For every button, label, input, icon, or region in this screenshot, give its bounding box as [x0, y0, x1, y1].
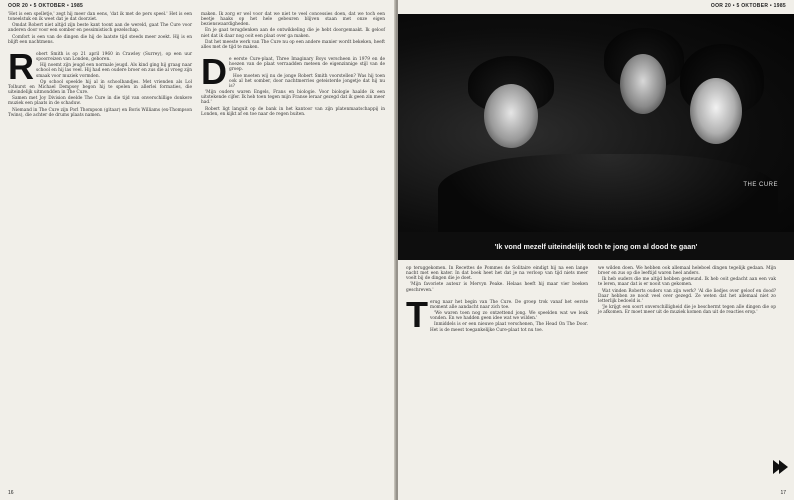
- paragraph: En je gaat terugdenken aan de ontwikkeling die je hebt doorgemaakt. Ik geloof niet dat ik daar nog ooit een plaat over ga maken.: [201, 28, 385, 39]
- left-page: [0, 0, 396, 500]
- photo-band-label: THE CURE: [743, 182, 778, 188]
- paragraph: Robert ligt languit op de bank in het kantoor van zijn platenmaatschappij in Londen, en kijkt af en toe naar de regen buiten.: [201, 106, 385, 117]
- paragraph: Inmiddels is er een nieuwe plaat verschenen, The Head On The Door. Het is de meest toegankelijke Cure-plaat tot nu toe.: [430, 322, 588, 333]
- continue-arrow-icon: [779, 460, 788, 474]
- paragraph: we wilden doen. We hebben ook allemaal heleboel dingen tegelijk gedaan. Mijn broer en zus op die leeftijd waren heel anders.: [598, 266, 776, 277]
- right-page: [398, 0, 794, 500]
- paragraph: Niemand in The Cure zijn Porl Thompson (gitaar) en Boris Williams (ex-Thompson Twins), die achter de drums plaats namen.: [8, 107, 192, 118]
- left-column-2: [201, 12, 385, 118]
- lead-paragraph: De eerste Cure-plaat, Three Imaginary Boys verscheen in 1979 en de hoezen van de plaat verraadden meteen de eigenzinnige stijl van de groep.: [201, 51, 385, 93]
- photo-shadow: [438, 154, 778, 232]
- paragraph: Dat het meeste werk van The Cure nu op een andere manier wordt bekeken, heeft alles met de tijd te maken.: [201, 39, 385, 50]
- paragraph: Ik heb ouders die me altijd hebben gesteund. Ik heb ooit gedacht aan een vak te leren, maar dat is er nooit van gekomen.: [598, 277, 776, 288]
- paragraph: 'Mijn ouders waren Engels, Frans en biologie. Voor biologie haalde ik een uitstekende cijfer. Ik heb toen tegen mijn Franse leraar gezegd dat ik geen zin meer had.': [201, 90, 385, 106]
- photo-face: [690, 78, 742, 144]
- band-photo: [398, 14, 794, 232]
- paragraph: Wat vinden Roberts ouders van zijn werk? 'Al die liedjes over geloof en dood? Daar hebben ze nooit veel over gezegd. Ze weten dat het allemaal niet zo letterlijk bedoeld is.': [598, 288, 776, 304]
- paragraph: maken. Ik zorg er wel voor dat we niet te veel concessies doen, dat we toch een beetje haaks op het hele gebeuren blijven staan met onze eigen bezienswaardigheden.: [201, 12, 385, 28]
- paragraph: 'Mijn favoriete auteur is Mervyn Peake. Helaas heeft hij maar vier boeken geschreven.': [406, 282, 588, 293]
- photo-face: [620, 54, 666, 114]
- running-head-left: OOR 20 • 5 OKTOBER • 1985: [8, 3, 84, 9]
- paragraph: op teruggekomen. In Recettes de Pommes de Solitaire eindigt hij na een lange nacht met een kater. In dat boek heet het dat je na verloop van tijd niets meer voelt bij de dingen die je doet.: [406, 266, 588, 282]
- paragraph: Hoe moeten wij nu de jonge Robert Smith voorstellen? Was hij toen ook al het somber, door nachtmerries geteisterde jongetje dat hij nu is?: [229, 73, 385, 89]
- paragraph: Omdat Robert niet altijd zijn beste kant toont aan de wereld, gaat The Cure voor anderen door voor een somber en pessimistisch gezelschap.: [8, 23, 192, 34]
- drop-cap: D: [201, 51, 227, 93]
- paragraph: Op school speelde hij al in schoolbandjes. Met vrienden als Lol Tolhurst en Michael Dempsey begon hij te spelen in allerlei formaties, die uiteindelijk uitmondden in The Cure.: [8, 79, 192, 96]
- page-number-left: 16: [8, 490, 14, 496]
- lead-paragraph: Robert Smith is op 21 april 1960 in Crawley (Surrey), op een uur spoorreizen van Londen, geboren.: [8, 45, 192, 87]
- right-column-2: [598, 266, 776, 316]
- running-head-right: OOR 20 • 5 OKTOBER • 1985: [710, 3, 786, 9]
- paragraph: Comfort is een van de dingen die hij de laatste tijd steeds meer zoekt. Hij is en blijft een nachtmens.: [8, 34, 192, 45]
- right-column-1: [406, 266, 588, 334]
- left-column-1: [8, 12, 192, 119]
- paragraph: Hij noemt zijn jeugd een normale jeugd. Als kind ging hij graag naar school en hij las veel. Hij had een oudere broer en zus die al vroeg zijn smaak voor muziek vormden.: [36, 63, 192, 79]
- paragraph: 'We waren toen nog zo ontzettend jong. We speelden wat we leuk vonden. En we hadden geen idee wat we wilden.': [430, 311, 588, 322]
- paragraph: Samen met Joy Division deelde The Cure in die tijd van onverschillige donkere muziek een plaats in de schaduw.: [8, 96, 192, 107]
- drop-cap: T: [406, 293, 428, 335]
- paragraph: 'Je krijgt een soort onverschilligheid die je beschermt tegen alle dingen die op je afkomen. Er moet meer uit de muziek komen dan uit de reacties erop.': [598, 305, 776, 316]
- pull-quote: 'Ik vond mezelf uiteindelijk toch te jong om al dood te gaan': [494, 242, 698, 251]
- paragraph: 'Het is een spelletje,' zegt hij meer dan eens, 'dat ik met de pers speel.' Het is een toneelstuk en ik weet dat je dat doorziet.: [8, 12, 192, 23]
- lead-paragraph: Terug naar het begin van The Cure. De groep trok vanaf het eerste moment alle aandacht naar zich toe.: [406, 293, 588, 335]
- drop-cap: R: [8, 45, 34, 87]
- photo-face: [484, 84, 538, 148]
- page-number-right: 17: [780, 490, 786, 496]
